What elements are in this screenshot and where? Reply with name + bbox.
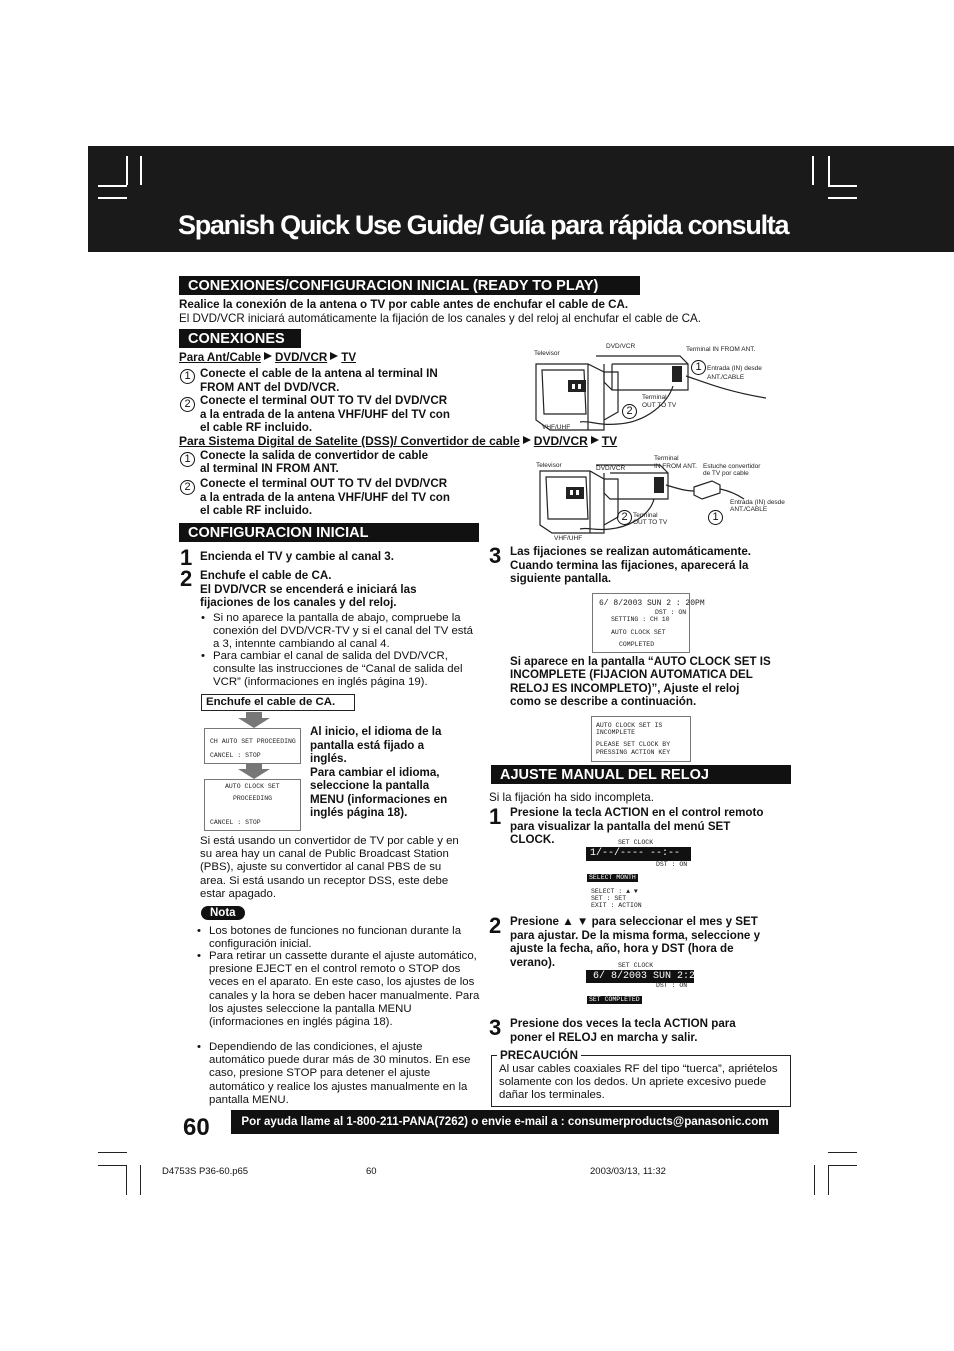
diagram-label: DVD/VCR (606, 343, 636, 350)
label: Para Sistema Digital de Satelite (DSS)/ Convertidor de cable (179, 434, 520, 448)
diagram-label: DVD/VCR (596, 465, 626, 472)
lang-text: Al inicio, el idioma de la (310, 725, 442, 738)
plug-label: Enchufe el cable de CA. (206, 696, 336, 708)
label: TV (601, 434, 618, 448)
crop-mark (814, 1165, 815, 1195)
section-header-ajuste: AJUSTE MANUAL DEL RELOJ (491, 765, 791, 784)
step-number: 2 (180, 566, 193, 591)
screen-highlight: SET COMPLETED (589, 996, 640, 1003)
note-bullet: • Dependiendo de las condiciones, el ajuste automático puede durar más de 30 minutos. En ese caso, presione STOP para detener el ajuste automático y realice los ajustes manualmente en la pantalla MENU. (209, 1041, 479, 1107)
crop-mark (828, 1152, 857, 1153)
diagram-label: Terminal (654, 455, 679, 462)
warning-text: Si aparece en la pantalla “AUTO CLOCK SET IS (510, 655, 771, 668)
step-text: ajuste la fecha, año, hora y DST (hora de (510, 942, 734, 955)
ajuste-intro: Si la fijación ha sido incompleta. (489, 791, 654, 804)
page-number: 60 (183, 1114, 210, 1141)
lang-text: pantalla está fijado a (310, 739, 425, 752)
tv-screen-ch-auto-set (204, 728, 301, 764)
screen-text: INCOMPLETE (596, 729, 636, 736)
footer-date: 2003/03/13, 11:32 (590, 1166, 666, 1177)
diagram-label: IN FROM ANT. (654, 463, 697, 470)
crop-mark (98, 1152, 127, 1153)
diagram-label: Televisor (536, 462, 562, 469)
step-text: siguiente pantalla. (510, 572, 612, 585)
diagram-label: Entrada (IN) desde (730, 499, 785, 506)
step-text: Conecte el terminal OUT TO TV del DVD/VCR (200, 477, 448, 490)
step-text: a la entrada de la antena VHF/UHF del TV con (200, 491, 450, 504)
step-text: fijaciones de los canales y del reloj. (200, 596, 397, 609)
screen-highlight: SELECT MONTH (589, 874, 636, 881)
diagram-label: OUT TO TV (633, 519, 668, 526)
screen-text: AUTO CLOCK SET (225, 783, 280, 790)
label: Para Ant/Cable (179, 351, 262, 364)
step-text: a la entrada de la antena VHF/UHF del TV con (200, 408, 450, 421)
diagram-label: Terminal (642, 394, 667, 401)
step-text: el cable RF incluido. (200, 421, 313, 434)
step-number: 1 (489, 804, 502, 829)
tv-screen-set-clock (586, 837, 687, 912)
step-text: Presione ▲ ▼ para seleccionar el mes y SET (510, 915, 758, 928)
section-header-configuracion: CONFIGURACION INICIAL (179, 523, 479, 542)
diagram-step-circle: 1 (691, 360, 706, 375)
note-bullet: • Para retirar un cassette durante el ajuste automático, presione EJECT en el control remoto o STOP dos veces en el aparato. En este caso, los ajustes de los canales y la hora se deben hacer manualmente. Para los ajustes seleccione la pantalla MENU (informaciones en inglés página 18). (209, 950, 483, 1029)
footer-page: 60 (366, 1166, 377, 1177)
subheading-ant-cable (179, 351, 356, 365)
arrow-right-icon (264, 352, 272, 360)
screen-text: SETTING : CH 10 (611, 616, 670, 623)
screen-text: SET CLOCK (618, 962, 654, 969)
screen-text: COMPLETED (619, 641, 655, 648)
crop-mark (812, 156, 814, 185)
crop-mark (828, 156, 830, 187)
step-text: al terminal IN FROM ANT. (200, 462, 339, 475)
screen-text: PRESSING ACTION KEY (596, 749, 671, 756)
arrow-right-icon (330, 352, 338, 360)
screen-text: SELECT : ▲ ▼ (591, 888, 638, 895)
warning-text: RELOJ ES INCOMPLETO)”, Ajuste el reloj (510, 682, 740, 695)
step-number-circle: 1 (180, 452, 195, 467)
page-title: Spanish Quick Use Guide/ Guía para rápida consulta (178, 210, 789, 240)
diagram-label: Terminal (633, 512, 658, 519)
crop-mark (98, 1165, 127, 1166)
step-text: Conecte la salida de convertidor de cable (200, 449, 429, 462)
diagram-label: ANT./CABLE (730, 506, 768, 513)
step-number-circle: 2 (180, 397, 195, 412)
crop-mark (828, 1165, 829, 1195)
diagram-label: VHF/UHF (554, 535, 583, 542)
diagram-label: Entrada (IN) desde (707, 365, 762, 372)
label: DVD/VCR (533, 434, 588, 448)
screen-text: PROCEEDING (233, 795, 273, 802)
step-text: Enchufe el cable de CA. (200, 569, 332, 582)
step-text: Presione dos veces la tecla ACTION para (510, 1017, 736, 1030)
precaucion-text: Al usar cables coaxiales RF del tipo “tuerca”, apriételos solamente con los dedos. Un apriete excesivo puede dañar los terminales. (499, 1063, 778, 1102)
precaucion-title: PRECAUCIÓN (497, 1049, 581, 1063)
down-arrow-icon (238, 763, 270, 779)
diagram-label: Estuche convertidor (703, 463, 761, 470)
step-text: Conecte el cable de la antena al terminal IN (200, 367, 438, 380)
step-number: 3 (489, 1015, 502, 1040)
warning-text: como se describe a continuación. (510, 695, 697, 708)
diagram-step-circle: 2 (617, 510, 632, 525)
crop-mark (98, 197, 127, 199)
screen-text: CANCEL : STOP (210, 752, 261, 759)
step-text: para ajustar. De la misma forma, seleccione y (510, 929, 761, 942)
screen-text: AUTO CLOCK SET IS (596, 722, 663, 729)
lang-text: Para cambiar el idioma, (310, 766, 440, 779)
step-number: 1 (180, 545, 193, 570)
intro-text: El DVD/VCR iniciará automáticamente la fijación de los canales y del reloj al enchufar el cable de CA. (179, 312, 701, 325)
bullet-text: • Si no aparece la pantalla de abajo, compruebe la conexión del DVD/VCR-TV y si el canal del TV está a 3, intennte cambiando al canal 4. (213, 612, 477, 652)
step-text: El DVD/VCR se encenderá e iniciará las (200, 583, 417, 596)
screen-text: EXIT : ACTION (591, 902, 642, 909)
bullet-text: • Para cambiar el canal de salida del DVD/VCR, consulte las instrucciones de “Canal de salida del VCR” (informaciones en inglés página 19). (213, 650, 475, 690)
screen-text: AUTO CLOCK SET (611, 629, 666, 636)
clock-value: 1/--/---- --:-- (586, 847, 691, 861)
diagram-label: Televisor (534, 350, 560, 357)
crop-mark (828, 185, 857, 187)
step-number: 3 (489, 543, 502, 568)
diagram-label: VHF/UHF (542, 424, 571, 431)
crop-mark (126, 156, 128, 185)
tv-screen-auto-clock-set (204, 779, 301, 831)
lang-text: MENU (informaciones en (310, 793, 448, 806)
step-text: FROM ANT del DVD/VCR. (200, 381, 340, 394)
section-header-conexiones: CONEXIONES (179, 329, 301, 348)
footer-filename: D4753S P36-60.p65 (162, 1166, 249, 1177)
screen-text: SET : SET (591, 895, 627, 902)
lang-text: inglés página 18). (310, 806, 408, 819)
crop-mark (828, 1165, 857, 1166)
arrow-right-icon (523, 436, 531, 444)
section-header-conexiones-config: CONEXIONES/CONFIGURACION INICIAL (READY TO PLAY) (179, 276, 640, 295)
diagram-label: ANT./CABLE (707, 374, 745, 381)
help-footer-bar: Por ayuda llame al 1-800-211-PANA(7262) o envie e-mail a : consumerproducts@panasonic.com (231, 1110, 779, 1134)
pbs-text: Si está usando un convertidor de TV por cable y en su area hay un canal de Public Broadcast Station (PBS), ajuste su convertidor al canal PBS de su area. Si está usando un receptor DSS, este debe estar apagado. (200, 835, 459, 900)
clock-value: 6/ 8/2003 SUN 2:20PM (586, 970, 694, 983)
crop-mark (126, 1165, 127, 1195)
step-text: verano). (510, 956, 556, 969)
intro-bold: Realice la conexión de la antena o TV por cable antes de enchufar el cable de CA. (179, 298, 629, 311)
label: TV (341, 351, 357, 364)
lang-text: inglés. (310, 752, 347, 765)
screen-text: CH AUTO SET PROCEEDING (210, 738, 296, 745)
nota-badge: Nota (201, 906, 245, 920)
step-text: Cuando termina las fijaciones, aparecerá la (510, 559, 749, 572)
step-text: para visualizar la pantalla del menú SET (510, 820, 731, 833)
label: DVD/VCR (275, 351, 328, 364)
crop-mark (98, 185, 127, 187)
tv-screen-incomplete (591, 716, 691, 762)
diagram-step-circle: 1 (708, 510, 723, 525)
step-text: el cable RF incluido. (200, 504, 313, 517)
step-text: Encienda el TV y cambie al canal 3. (200, 550, 394, 563)
screen-text: 6/ 8/2003 SUN 2 : 20PM (599, 599, 705, 608)
diagram-label: Terminal IN FROM ANT. (686, 346, 756, 353)
crop-mark (140, 1165, 141, 1195)
down-arrow-icon (238, 712, 270, 728)
connection-diagram-ant (528, 342, 778, 437)
screen-text: CANCEL : STOP (210, 819, 261, 826)
step-number-circle: 1 (180, 369, 195, 384)
tv-screen-completed (592, 593, 705, 653)
diagram-label: OUT TO TV (642, 402, 677, 409)
step-number-circle: 2 (180, 480, 195, 495)
diagram-label: de TV por cable (703, 470, 749, 477)
crop-mark (140, 156, 142, 185)
crop-mark (828, 197, 857, 199)
step-text: Conecte el terminal OUT TO TV del DVD/VCR (200, 394, 448, 407)
note-bullet: • Los botones de funciones no funcionan durante la configuración inicial. (209, 925, 479, 951)
screen-text: PLEASE SET CLOCK BY (596, 741, 671, 748)
step-text: Presione la tecla ACTION en el control remoto (510, 806, 764, 819)
step-text: CLOCK. (510, 833, 555, 846)
tv-screen-set-completed (586, 960, 714, 1005)
arrow-right-icon (591, 436, 599, 444)
warning-text: INCOMPLETE (FIJACION AUTOMATICA DEL (510, 668, 753, 681)
step-text: Las fijaciones se realizan automáticamente. (510, 545, 751, 558)
screen-text: DST : ON (655, 609, 687, 616)
diagram-step-circle: 2 (622, 404, 637, 419)
lang-text: seleccione la pantalla (310, 779, 430, 792)
screen-text: DST : ON (656, 982, 688, 989)
step-number: 2 (489, 913, 502, 938)
step-text: poner el RELOJ en marcha y salir. (510, 1031, 698, 1044)
subheading-dss (179, 435, 617, 449)
screen-text: SET CLOCK (618, 839, 654, 846)
screen-text: DST : ON (656, 861, 688, 868)
